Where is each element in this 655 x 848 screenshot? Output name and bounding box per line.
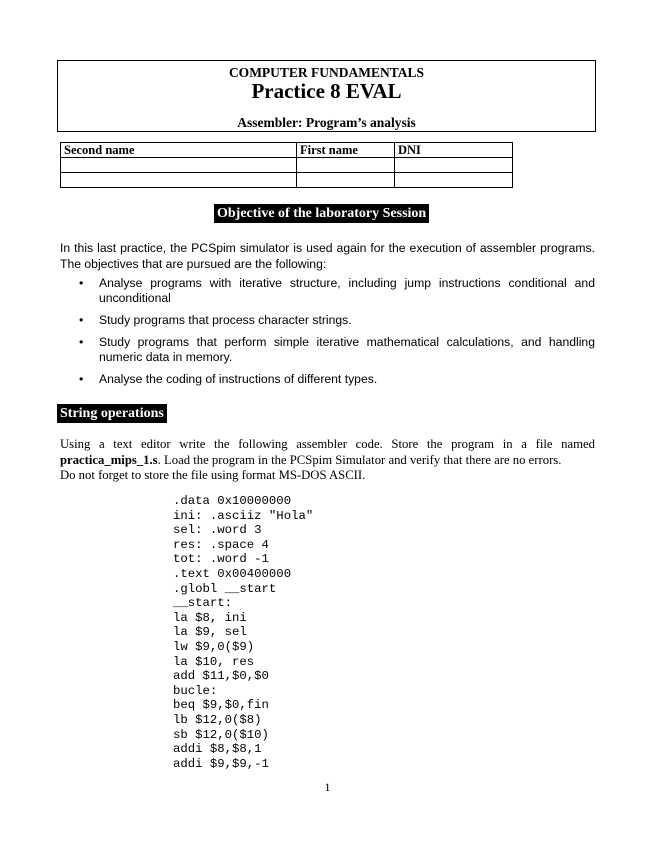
document-header xyxy=(57,60,596,132)
instructions-line-2: practica_mips_1.s. Load the program in the PCSpim Simulator and verify that there are no errors. xyxy=(60,452,562,467)
objective-intro: In this last practice, the PCSpim simulator is used again for the execution of assembler programs. The objectives that are pursued are the following: xyxy=(60,241,595,271)
second-name-cell[interactable] xyxy=(61,158,297,173)
page-number: 1 xyxy=(324,780,331,794)
code-line: .data 0x10000000 xyxy=(173,494,292,508)
first-name-header: First name xyxy=(297,143,395,158)
second-name-cell[interactable] xyxy=(61,173,297,188)
first-name-cell[interactable] xyxy=(297,158,395,173)
dni-cell[interactable] xyxy=(395,173,513,188)
practice-subtitle: Assembler: Program’s analysis xyxy=(237,115,416,130)
code-line: .globl __start xyxy=(173,581,277,596)
string-operations-heading: String operations xyxy=(57,404,167,423)
dni-header: DNI xyxy=(395,143,513,158)
code-line: la $9, sel xyxy=(173,625,247,640)
code-line: sel: .word 3 xyxy=(173,523,262,538)
code-line: __start: xyxy=(173,596,233,611)
code-line: add $11,$0,$0 xyxy=(173,669,269,684)
list-item: • Study programs that process character strings. xyxy=(79,313,352,327)
second-name-header: Second name xyxy=(61,143,297,158)
practice-title: Practice 8 EVAL xyxy=(251,79,402,103)
instructions-line-1: Using a text editor write the following assembler code. Store the program in a file named xyxy=(60,437,595,451)
code-line: addi $8,$8,1 xyxy=(173,742,262,757)
instructions-line-3: Do not forget to store the file using format MS-DOS ASCII. xyxy=(60,468,366,482)
list-item: • Analyse the coding of instructions of different types. xyxy=(79,372,378,386)
table-row xyxy=(61,158,513,173)
first-name-cell[interactable] xyxy=(297,173,395,188)
program-filename: practica_mips_1.s xyxy=(60,452,158,467)
student-info-table xyxy=(60,142,513,188)
objectives-list xyxy=(60,276,595,394)
code-line: beq $9,$0,fin xyxy=(173,698,269,713)
list-item: • Analyse programs with iterative structure, including jump instructions conditional and unconditional xyxy=(79,276,595,305)
code-line: addi $9,$9,-1 xyxy=(173,756,269,771)
code-line: ini: .asciiz "Hola" xyxy=(173,508,314,523)
code-line: tot: .word -1 xyxy=(173,552,269,567)
list-item: • Study programs that perform simple iterative mathematical calculations, and handling numeric data in memory. xyxy=(79,335,595,364)
course-name: COMPUTER FUNDAMENTALS xyxy=(228,65,425,80)
table-row xyxy=(61,173,513,188)
code-line: la $10, res xyxy=(173,654,255,669)
objective-heading: Objective of the laboratory Session xyxy=(214,204,429,223)
instructions-paragraph xyxy=(60,437,595,484)
bullet-icon: • xyxy=(79,313,84,327)
code-line: la $8, ini xyxy=(173,610,247,625)
bullet-icon: • xyxy=(79,276,84,290)
bullet-icon: • xyxy=(79,372,84,386)
dni-cell[interactable] xyxy=(395,158,513,173)
code-line: .text 0x00400000 xyxy=(173,566,292,581)
assembler-code-listing xyxy=(173,494,313,771)
table-header-row xyxy=(61,143,513,158)
code-line: sb $12,0($10) xyxy=(173,727,269,742)
code-line: bucle: xyxy=(173,683,218,698)
code-line: lw $9,0($9) xyxy=(173,639,255,654)
code-line: lb $12,0($8) xyxy=(173,712,262,727)
code-line: res: .space 4 xyxy=(173,537,269,552)
bullet-icon: • xyxy=(79,335,84,349)
